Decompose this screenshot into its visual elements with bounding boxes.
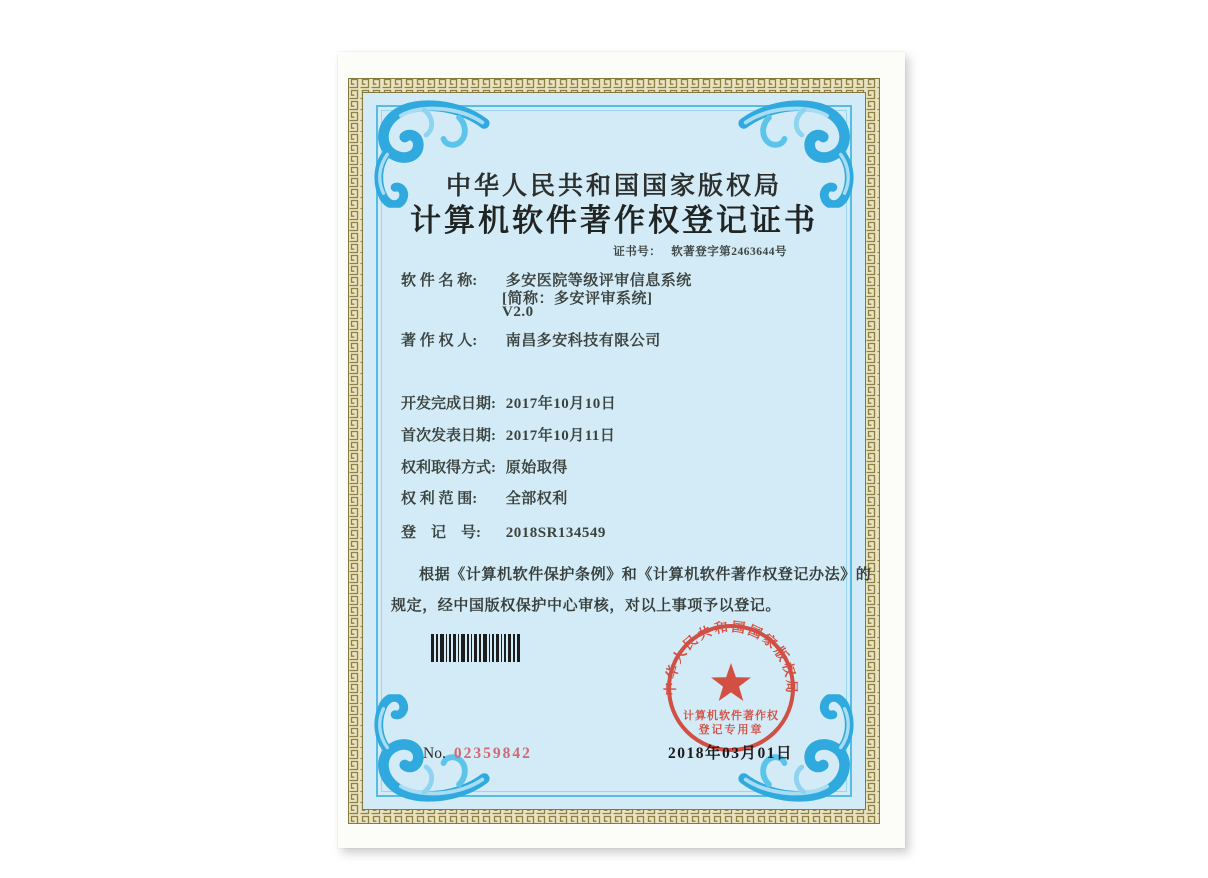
software-version: V2.0 [502, 304, 534, 320]
field-value: 多安医院等级评审信息系统 [505, 273, 692, 289]
field-label: 权利取得方式: [401, 460, 496, 476]
issue-date: 2018年03月01日 [668, 745, 794, 762]
certificate-number-value: 软著登字第2463644号 [671, 246, 787, 258]
field-label: 开发完成日期: [401, 396, 496, 412]
certificate-inner-area [363, 93, 872, 809]
field-rights-scope [401, 487, 568, 508]
field-label: 权 利 范 围: [401, 491, 478, 507]
field-label: 登 记 号: [401, 525, 481, 541]
certificate-number-label: 证书号： [613, 246, 662, 258]
field-copyright-owner [401, 329, 661, 350]
seal-text-line1: 计算机软件著作权 [683, 710, 779, 722]
barcode-icon [431, 634, 521, 662]
field-value: 2017年10月11日 [505, 428, 616, 444]
field-value: 全部权利 [505, 491, 568, 507]
field-value: 原始取得 [505, 460, 568, 476]
field-label: 首次发表日期: [401, 428, 496, 444]
seal-arc-text: 中华人民共和国国家版权局 [662, 619, 800, 696]
issuer-title: 中华人民共和国国家版权局 [445, 173, 782, 200]
field-first-publish-date [401, 424, 615, 445]
certificate-page [338, 52, 905, 848]
field-label: 软 件 名 称: [401, 273, 478, 289]
seal-text-line2: 登记专用章 [698, 724, 764, 736]
serial-number-value: 02359842 [453, 745, 532, 762]
certificate-number [613, 243, 787, 259]
serial-number [423, 745, 532, 763]
field-registration-no [401, 521, 606, 542]
red-star-icon [711, 663, 751, 701]
certificate-title: 计算机软件著作权登记证书 [410, 203, 818, 238]
field-dev-complete-date [401, 392, 616, 413]
field-value: 2017年10月10日 [505, 396, 617, 412]
statement-line-2: 规定，经中国版权保护中心审核，对以上事项予以登记。 [391, 598, 782, 614]
statement-line-1: 根据《计算机软件保护条例》和《计算机软件著作权登记办法》的 [419, 567, 872, 583]
field-value: 2018SR134549 [505, 525, 606, 541]
field-value: 南昌多安科技有限公司 [505, 333, 661, 349]
field-rights-acquisition [401, 456, 568, 477]
software-name-short: [简称：多安评审系统] [502, 291, 653, 307]
field-label: 著 作 权 人: [401, 333, 478, 349]
serial-number-label: No. [423, 745, 446, 762]
